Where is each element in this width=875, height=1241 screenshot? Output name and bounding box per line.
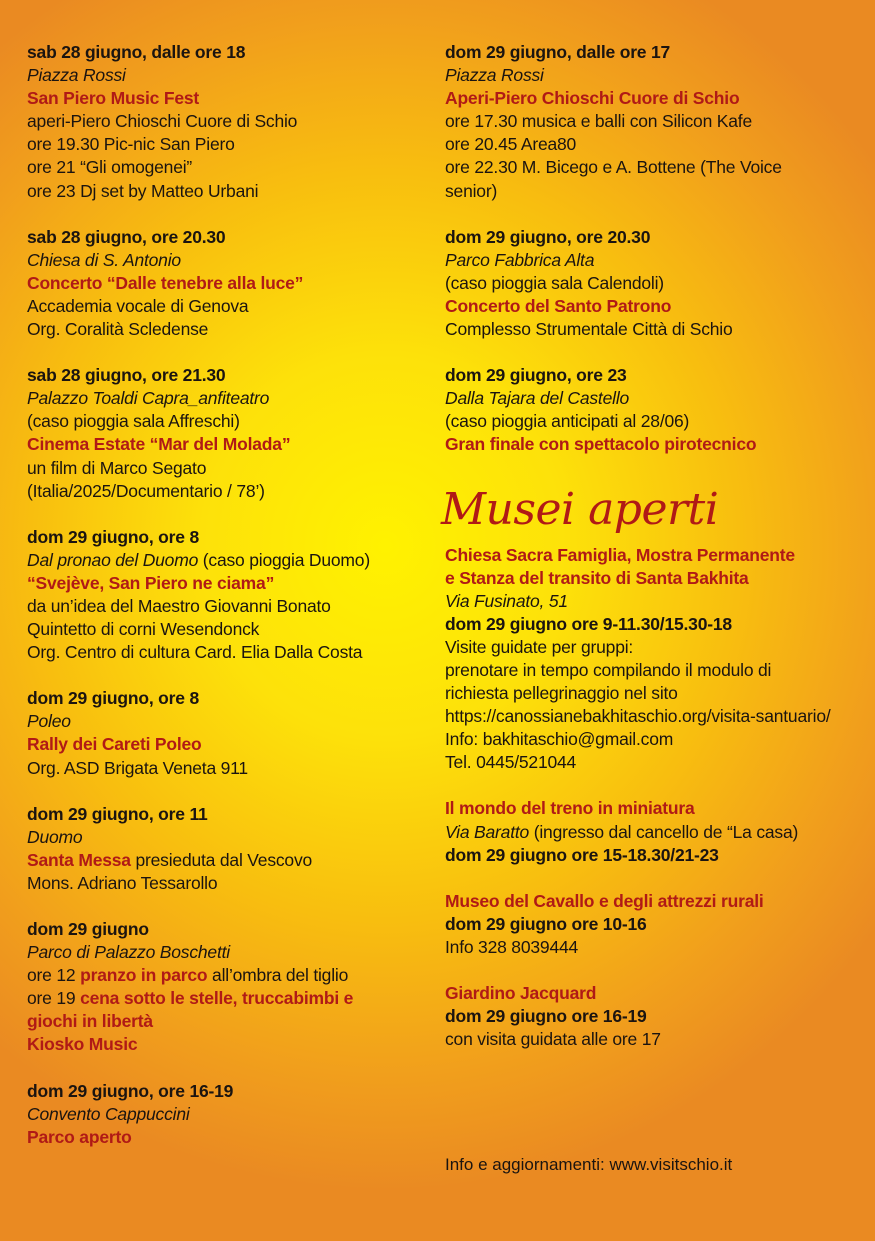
- event-date: dom 29 giugno, ore 8: [27, 526, 199, 547]
- event-item: [27, 526, 422, 665]
- museum-item: [445, 544, 855, 775]
- event-detail: Org. Centro di cultura Card. Elia Dalla Costa: [27, 642, 363, 663]
- museum-detail: richiesta pellegrinaggio nel sito: [445, 683, 678, 704]
- event-item: [27, 41, 422, 203]
- museum-title: Giardino Jacquard: [445, 983, 597, 1003]
- event-place-line: [27, 826, 422, 849]
- event-title: “Svejève, San Piero ne ciama”: [27, 572, 275, 593]
- event-line: [27, 987, 422, 1010]
- event-date: dom 29 giugno, ore 20.30: [445, 226, 651, 247]
- left-column: [27, 41, 422, 1172]
- event-detail: un film di Marco Segato: [27, 457, 207, 478]
- event-place: Piazza Rossi: [27, 65, 126, 86]
- event-item: [27, 1080, 422, 1149]
- event-item: [27, 687, 422, 779]
- museum-detail: Tel. 0445/521044: [445, 752, 577, 773]
- museum-detail: https://canossianebakhitaschio.org/visita-santuario/: [445, 706, 831, 727]
- footer-info: Info e aggiornamenti: www.visitschio.it: [445, 1155, 733, 1174]
- museum-place: Via Baratto: [445, 821, 530, 842]
- event-detail: Accademia vocale di Genova: [27, 295, 249, 316]
- event-place: Chiesa di S. Antonio: [27, 249, 181, 270]
- event-detail: aperi-Piero Chioschi Cuore di Schio: [27, 111, 298, 132]
- event-date: dom 29 giugno, dalle ore 17: [445, 42, 671, 62]
- museum-place-line: [445, 821, 855, 844]
- event-place-note: (caso pioggia Duomo): [198, 549, 370, 570]
- event-place-line: [27, 1103, 422, 1126]
- event-place: Poleo: [27, 711, 71, 732]
- event-item: [445, 41, 855, 203]
- event-place: Piazza Rossi: [445, 65, 544, 86]
- event-title: Concerto del Santo Patrono: [445, 295, 672, 316]
- event-date: sab 28 giugno, ore 20.30: [27, 226, 226, 247]
- event-title-line: [27, 272, 422, 295]
- museum-detail: Info 328 8039444: [445, 936, 579, 957]
- event-text: ore 12: [27, 965, 81, 986]
- event-detail: ore 17.30 musica e balli con Silicon Kafe: [445, 111, 752, 132]
- event-place: Palazzo Toaldi Capra_anfiteatro: [27, 388, 270, 409]
- event-place: Convento Cappuccini: [27, 1103, 190, 1124]
- event-highlight: pranzo in parco: [80, 965, 208, 986]
- event-place: Parco Fabbrica Alta: [445, 249, 595, 270]
- event-highlight: giochi in libertà: [27, 1011, 153, 1032]
- event-title: Santa Messa: [27, 849, 131, 870]
- event-detail: ore 22.30 M. Bicego e A. Bottene (The Voice: [445, 157, 782, 178]
- event-title-line: [27, 433, 422, 456]
- museum-date: dom 29 giugno ore 10-16: [445, 913, 647, 934]
- event-date: dom 29 giugno, ore 11: [27, 803, 208, 824]
- event-rain-note: (caso pioggia anticipati al 28/06): [445, 411, 690, 432]
- museum-item: [445, 890, 855, 959]
- museum-title: Chiesa Sacra Famiglia, Mostra Permanente: [445, 544, 795, 565]
- museum-item: [445, 797, 855, 866]
- event-title: Aperi-Piero Chioschi Cuore di Schio: [445, 88, 740, 109]
- event-date: dom 29 giugno, ore 16-19: [27, 1080, 234, 1101]
- event-item: [27, 364, 422, 503]
- museum-detail: con visita guidata alle ore 17: [445, 1029, 661, 1050]
- event-item: [445, 364, 855, 456]
- museum-date: dom 29 giugno ore 9-11.30/15.30-18: [445, 613, 732, 634]
- event-date: dom 29 giugno, ore 8: [27, 688, 199, 709]
- event-rain-note: (caso pioggia sala Affreschi): [27, 411, 240, 432]
- museum-title: e Stanza del transito di Santa Bakhita: [445, 567, 749, 588]
- museum-place-line: [445, 590, 855, 613]
- event-date: sab 28 giugno, ore 21.30: [27, 365, 226, 386]
- event-place: Duomo: [27, 826, 83, 847]
- musei-heading: Musei aperti: [441, 483, 719, 535]
- event-item: [27, 803, 422, 895]
- event-detail: Org. ASD Brigata Veneta 911: [27, 757, 248, 778]
- event-place-line: [445, 249, 855, 272]
- event-place-line: [27, 549, 422, 572]
- event-title: Rally dei Careti Poleo: [27, 734, 202, 755]
- event-detail: da un’idea del Maestro Giovanni Bonato: [27, 595, 331, 616]
- event-date: dom 29 giugno: [27, 919, 149, 939]
- event-line: [27, 964, 422, 987]
- event-place-line: [27, 64, 422, 87]
- event-detail: Mons. Adriano Tessarollo: [27, 872, 218, 893]
- museum-item: [445, 982, 855, 1051]
- event-rain-note: (caso pioggia sala Calendoli): [445, 272, 664, 293]
- museum-place-note: (ingresso dal cancello de “La casa): [529, 821, 799, 842]
- event-title: Concerto “Dalle tenebre alla luce”: [27, 272, 304, 293]
- event-detail: Org. Coralità Scledense: [27, 319, 209, 340]
- event-text: all’ombra del tiglio: [207, 965, 349, 986]
- museum-date: dom 29 giugno ore 15-18.30/21-23: [445, 844, 719, 865]
- event-place-line: [27, 387, 422, 410]
- event-detail: ore 23 Dj set by Matteo Urbani: [27, 180, 259, 201]
- event-item: [27, 226, 422, 341]
- event-title: Parco aperto: [27, 1126, 132, 1147]
- museum-detail: Info: bakhitaschio@gmail.com: [445, 729, 674, 750]
- event-place-line: [445, 387, 855, 410]
- museum-detail: Visite guidate per gruppi:: [445, 636, 634, 657]
- event-place: Dal pronao del Duomo: [27, 549, 199, 570]
- event-title: San Piero Music Fest: [27, 88, 200, 109]
- event-place-line: [27, 249, 422, 272]
- event-title-line: [27, 733, 422, 756]
- event-item: [27, 918, 422, 1057]
- event-title: Gran finale con spettacolo pirotecnico: [445, 434, 757, 455]
- event-date: sab 28 giugno, dalle ore 18: [27, 42, 246, 62]
- event-detail: (Italia/2025/Documentario / 78’): [27, 480, 265, 501]
- event-highlight: Kiosko Music: [27, 1034, 138, 1055]
- event-detail: ore 21 “Gli omogenei”: [27, 157, 193, 178]
- event-place-line: [445, 64, 855, 87]
- event-title-line: [27, 87, 422, 110]
- event-title-line: [27, 1126, 422, 1149]
- event-detail: senior): [445, 180, 498, 201]
- event-detail: ore 19.30 Pic-nic San Piero: [27, 134, 235, 155]
- event-place: Parco di Palazzo Boschetti: [27, 942, 230, 963]
- event-title-line: [445, 87, 855, 110]
- event-title-line: [27, 572, 422, 595]
- event-title-line: [27, 849, 422, 872]
- event-detail: Quintetto di corni Wesendonck: [27, 619, 260, 640]
- museum-title: Il mondo del treno in miniatura: [445, 798, 695, 819]
- event-date: dom 29 giugno, ore 23: [445, 365, 627, 386]
- museum-date: dom 29 giugno ore 16-19: [445, 1006, 647, 1027]
- event-detail: ore 20.45 Area80: [445, 134, 577, 155]
- event-text: ore 19: [27, 988, 81, 1009]
- event-place-line: [27, 941, 422, 964]
- event-place-line: [27, 710, 422, 733]
- event-title-extra: presieduta dal Vescovo: [130, 849, 313, 870]
- event-line: [27, 1010, 422, 1033]
- event-highlight: cena sotto le stelle, truccabimbi e: [80, 988, 354, 1009]
- event-title: Cinema Estate “Mar del Molada”: [27, 434, 291, 455]
- museum-detail: prenotare in tempo compilando il modulo di: [445, 659, 772, 680]
- event-item: [445, 226, 855, 341]
- event-line: [27, 1033, 422, 1056]
- museum-title: Museo del Cavallo e degli attrezzi rurali: [445, 890, 764, 911]
- event-title-line: [445, 295, 855, 318]
- right-column: [441, 41, 855, 1074]
- museum-place: Via Fusinato, 51: [445, 590, 568, 611]
- event-title-line: [445, 433, 855, 456]
- event-detail: Complesso Strumentale Città di Schio: [445, 319, 733, 340]
- event-place: Dalla Tajara del Castello: [445, 388, 630, 409]
